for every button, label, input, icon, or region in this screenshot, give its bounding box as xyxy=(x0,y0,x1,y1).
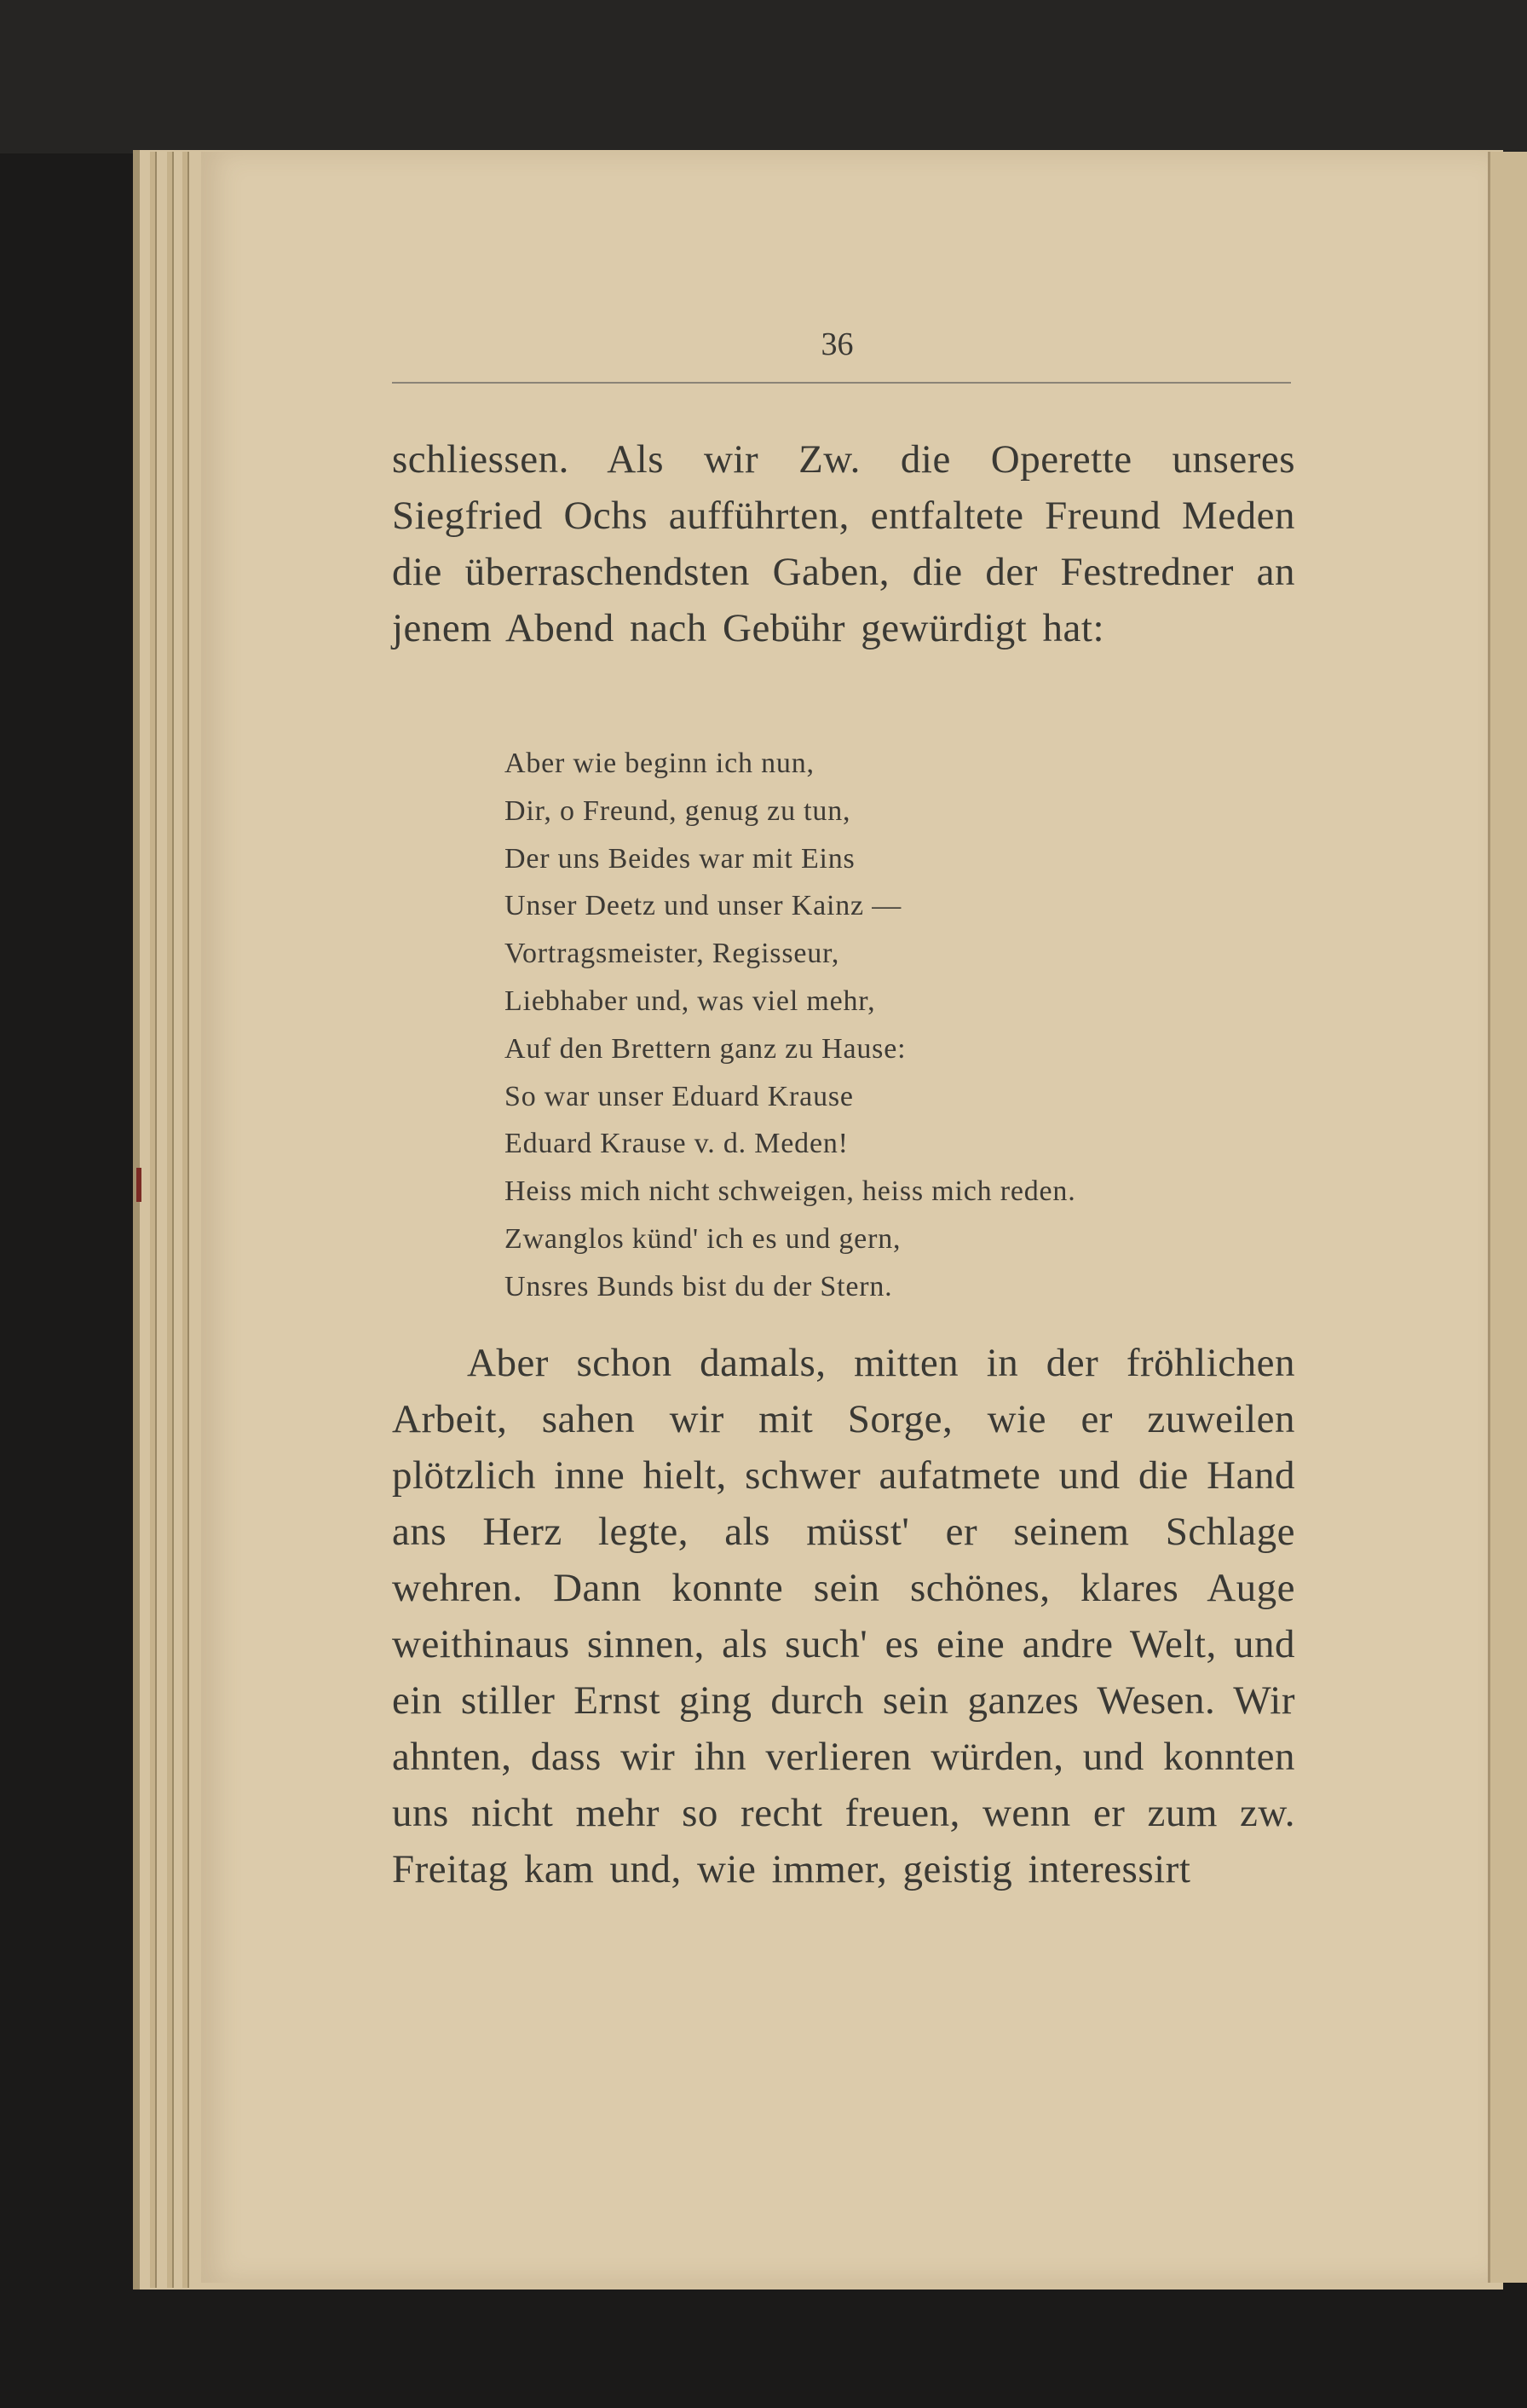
verse-line: Auf den Brettern ganz zu Hause: xyxy=(504,1032,907,1065)
verse-line: Der uns Beides war mit Eins xyxy=(504,842,856,875)
verse-line: Dir, o Freund, genug zu tun, xyxy=(504,794,851,827)
page-edge xyxy=(150,152,157,2288)
binding-thread xyxy=(136,1168,141,1202)
paragraph-main xyxy=(392,1335,1295,1897)
verse-line: Eduard Krause v. d. Meden! xyxy=(504,1128,849,1160)
verse-line: Unser Deetz und unser Kainz — xyxy=(504,890,902,922)
verse-line: Heiss mich nicht schweigen, heiss mich reden. xyxy=(504,1175,1076,1208)
page-edge xyxy=(167,152,174,2288)
paragraph-intro xyxy=(392,431,1295,656)
page-number: 36 xyxy=(821,326,854,362)
verse-line: Liebhaber und, was viel mehr, xyxy=(504,985,876,1017)
verse-line: So war unser Eduard Krause xyxy=(504,1080,854,1112)
verse-line: Vortragsmeister, Regisseur, xyxy=(504,938,840,970)
header-rule xyxy=(392,382,1291,384)
facing-page-edge xyxy=(1488,152,1527,2283)
verse-line: Unsres Bunds bist du der Stern. xyxy=(504,1270,893,1302)
verse-line: Aber wie beginn ich nun, xyxy=(504,748,815,779)
page-edge xyxy=(182,152,189,2288)
paragraph-text: schliessen. Als wir Zw. die Operette unseres Siegfried Ochs aufführten, entfaltete Freund Meden die überraschendsten Gaben, die der Festredner an jenem Abend nach Gebühr gewürdigt hat: xyxy=(392,437,1295,650)
verse-line: Zwanglos künd' ich es und gern, xyxy=(504,1222,902,1255)
scan-backdrop xyxy=(0,0,1527,153)
verse-block xyxy=(504,740,1271,1311)
paragraph-text: Aber schon damals, mitten in der fröhlichen Arbeit, sahen wir mit Sorge, wie er zuweilen plötzlich inne hielt, schwer aufatmete und die Hand ans Herz legte, als müsst' er seinem Schlage wehren. Dann konnte sein schönes, klares Auge weithinaus sinnen, als such' es eine andre Welt, und ein stiller Ernst ging durch sein ganzes Wesen. Wir ahnten, dass wir ihn verlieren würden, und konnten uns nicht mehr so recht freuen, wenn er zum zw. Freitag kam und, wie immer, geistig interessirt xyxy=(392,1341,1295,1891)
